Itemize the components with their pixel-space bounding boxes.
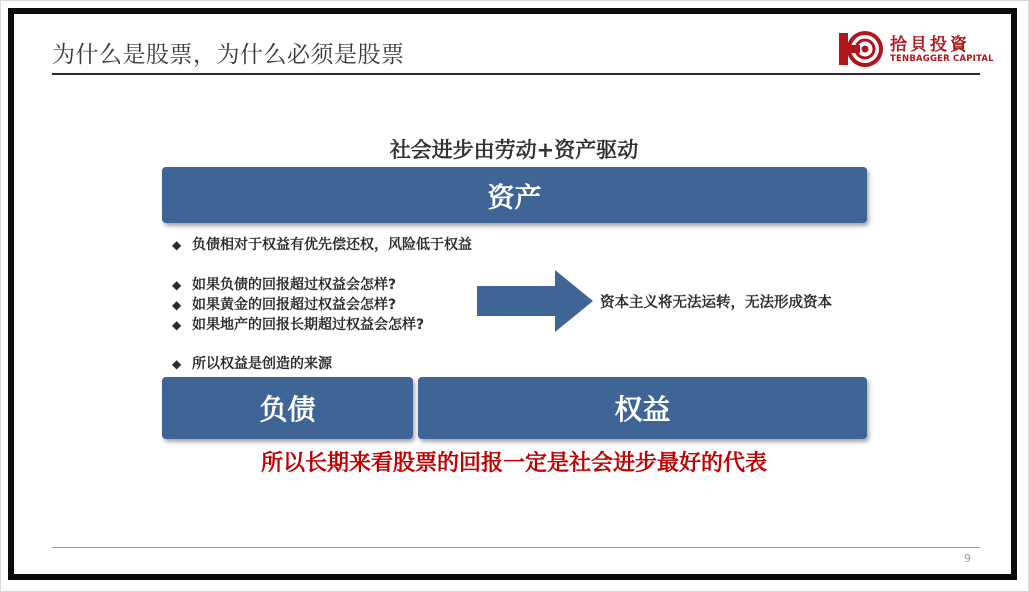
- logo-english-name: TENBAGGER CAPITAL: [890, 54, 994, 64]
- bullet-text: 所以权益是创造的来源: [192, 356, 332, 372]
- diamond-bullet-icon: ◆: [172, 318, 182, 332]
- liabilities-bar: [162, 377, 413, 439]
- logo-chinese-name: 拾貝投資: [890, 35, 970, 55]
- bullet-text: 如果黄金的回报超过权益会怎样?: [192, 297, 397, 313]
- bullet-text: 负债相对于权益有优先偿还权，风险低于权益: [192, 237, 472, 253]
- diamond-bullet-icon: ◆: [172, 357, 182, 371]
- diamond-bullet-icon: ◆: [172, 298, 182, 312]
- title-divider: [52, 73, 980, 75]
- diamond-bullet-icon: ◆: [172, 238, 182, 252]
- page-number: 9: [964, 552, 971, 565]
- equity-label: 权益: [614, 393, 671, 426]
- bullet-item: [172, 274, 396, 294]
- bullet-item: [172, 353, 332, 373]
- bullet-item: [172, 314, 424, 334]
- company-logo: [838, 29, 994, 69]
- right-arrow-icon: [477, 270, 595, 332]
- assets-label: 资产: [487, 182, 542, 214]
- diamond-bullet-icon: ◆: [172, 278, 182, 292]
- logo-mark-icon: [838, 29, 884, 69]
- page-title: 为什么是股票，为什么必须是股票: [52, 42, 405, 68]
- bullet-text: 如果地产的回报长期超过权益会怎样?: [192, 317, 425, 333]
- assets-bar: [162, 167, 867, 223]
- liabilities-label: 负债: [259, 393, 316, 426]
- slide: [8, 8, 1017, 580]
- bullet-item: [172, 294, 396, 314]
- section-subtitle: 社会进步由劳动+资产驱动: [389, 138, 639, 162]
- bullet-text: 如果负债的回报超过权益会怎样?: [192, 277, 397, 293]
- arrow-conclusion-text: 资本主义将无法运转，无法形成资本: [600, 295, 832, 311]
- equity-bar: [418, 377, 867, 439]
- footer-divider: [52, 547, 980, 548]
- bullet-item: [172, 234, 472, 254]
- conclusion-text: 所以长期来看股票的回报一定是社会进步最好的代表: [260, 451, 767, 476]
